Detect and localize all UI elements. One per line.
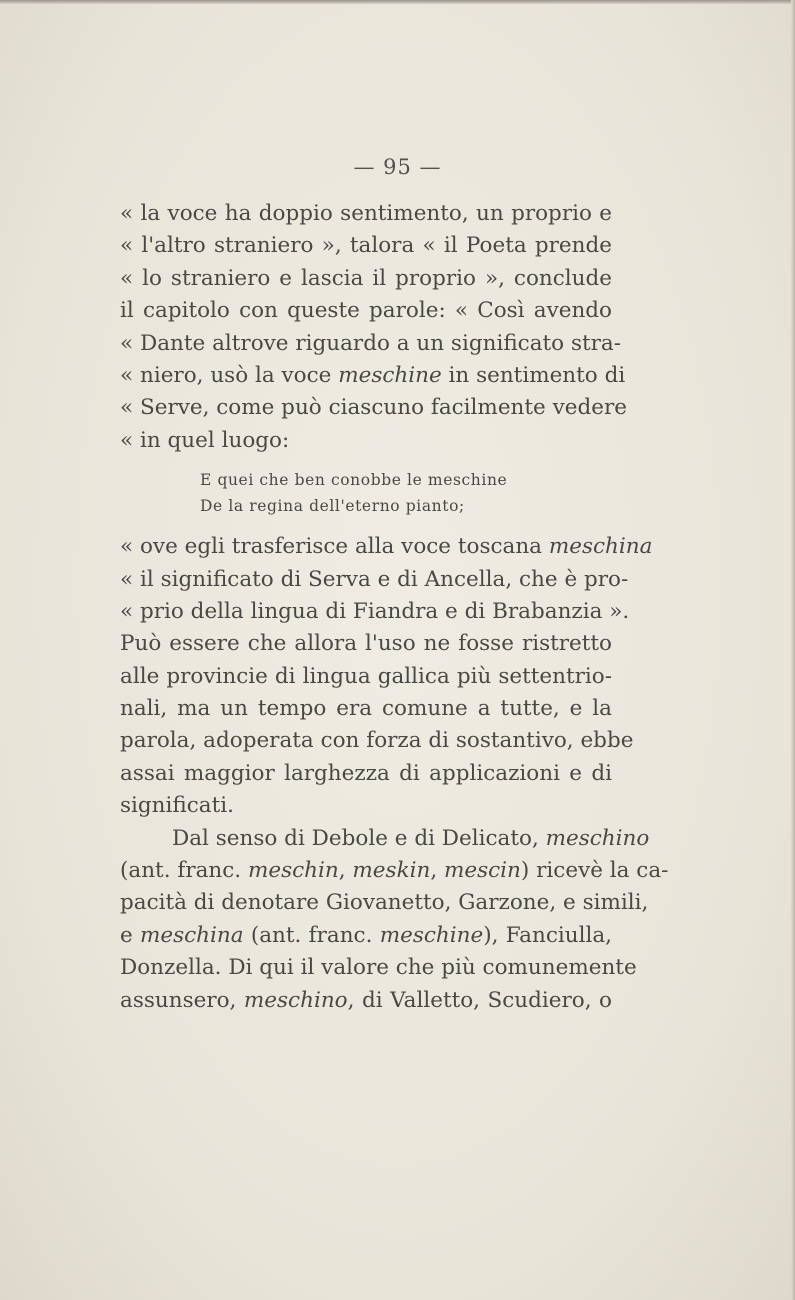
text-run: ,: [430, 858, 444, 884]
text-run: assunsero,: [120, 987, 244, 1013]
text-run: , di Valletto, Scudiero, o: [347, 987, 612, 1013]
page-top-edge: [0, 0, 795, 4]
text-line: nali, ma un tempo era comune a tutte, e la: [120, 696, 612, 722]
text-line: parola, adoperata con forza di sostantivo, ebbe: [120, 728, 634, 754]
italic-word: meschino: [545, 825, 650, 851]
text-line: [120, 985, 612, 1017]
verse-line: E quei che ben conobbe le meschine: [200, 471, 508, 490]
text-line: « la voce ha doppio sentimento, un proprio e: [120, 201, 612, 226]
text-line: Può essere che allora l'uso ne fosse ristretto: [120, 631, 612, 657]
italic-word: meschino: [243, 987, 348, 1013]
italic-word: meschine: [379, 922, 484, 948]
text-line: « il significato di Serva e di Ancella, che è pro-: [120, 566, 629, 592]
italic-word: mescin: [444, 858, 521, 884]
text-run: (ant. franc.: [243, 922, 380, 948]
text-line: « lo straniero e lascia il proprio », conclude: [120, 265, 612, 291]
italic-word: meskin: [352, 858, 431, 884]
text-line: « Serve, come può ciascuno facilmente vedere: [120, 395, 627, 421]
text-run: e: [120, 922, 140, 948]
text-line: alle provincie di lingua gallica più settentrio-: [120, 663, 612, 689]
text-line: [120, 823, 650, 855]
text-line: assai maggior larghezza di applicazioni e di: [120, 760, 612, 786]
text-line: [120, 855, 669, 887]
text-line: [120, 531, 653, 563]
text-run: ), Fanciulla,: [483, 922, 612, 948]
italic-word: meschine: [338, 362, 442, 388]
body-text: [120, 198, 669, 1017]
verse-quote: [200, 467, 600, 519]
text-run: « niero, usò la voce: [120, 362, 339, 388]
text-line: « prio della lingua di Fiandra e di Brabanzia ».: [120, 598, 630, 624]
text-run: (ant. franc.: [120, 858, 248, 884]
text-run: in sentimento di: [441, 362, 626, 388]
text-line: « in quel luogo:: [120, 427, 290, 453]
italic-word: meschina: [140, 922, 244, 948]
verse-line: De la regina dell'eterno pianto;: [200, 497, 465, 516]
text-line: « l'altro straniero », talora « il Poeta prende: [120, 233, 612, 259]
text-run: « ove egli trasferisce alla voce toscana: [120, 534, 549, 560]
page-number: — 95 —: [353, 155, 442, 179]
page-right-edge: [791, 0, 795, 1300]
text-line: significati.: [120, 793, 234, 819]
text-line: [120, 920, 612, 952]
text-line: [120, 360, 626, 392]
text-run: ) ricevè la ca-: [520, 858, 669, 884]
italic-word: meschina: [548, 534, 653, 560]
text-run: ,: [338, 858, 353, 884]
text-line: pacità di denotare Giovanetto, Garzone, e simili,: [120, 890, 649, 916]
text-line: Donzella. Di qui il valore che più comunemente: [120, 955, 637, 981]
text-run: Dal senso di Debole e di Delicato,: [172, 825, 546, 851]
italic-word: meschin: [247, 858, 339, 884]
text-line: « Dante altrove riguardo a un significato stra-: [120, 330, 621, 356]
text-line: il capitolo con queste parole: « Così avendo: [120, 298, 612, 324]
